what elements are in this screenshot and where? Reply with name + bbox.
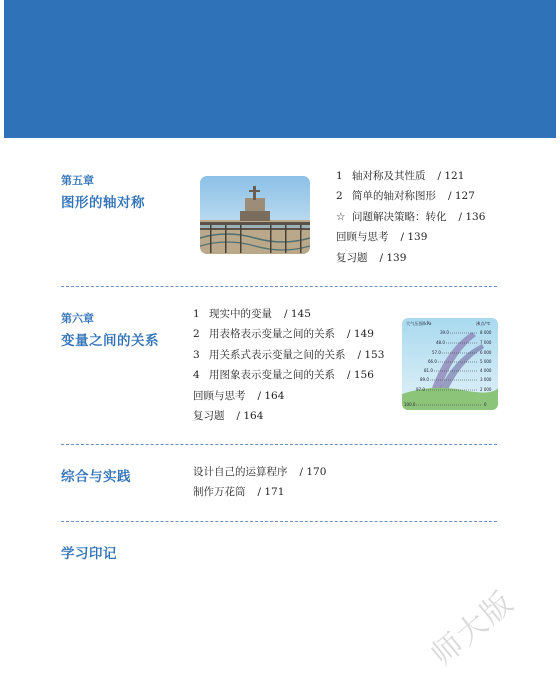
toc-item[interactable]: 1 现实中的变量 / 145 bbox=[193, 308, 311, 320]
pressure-value: 89.0 bbox=[420, 377, 429, 382]
toc-item[interactable]: 4 用图象表示变量之间的关系 / 156 bbox=[193, 369, 374, 382]
chapter5-toc bbox=[336, 166, 485, 268]
chapter6-toc bbox=[193, 304, 384, 426]
boiling-value: 8 000 bbox=[480, 330, 492, 335]
toc-item[interactable]: 复习题 / 164 bbox=[193, 409, 264, 422]
divider bbox=[61, 286, 497, 287]
watermark: 师大版 bbox=[425, 584, 522, 673]
practice-toc bbox=[193, 462, 326, 503]
toc-item[interactable]: ☆ 问题解决策略：转化 / 136 bbox=[336, 210, 486, 223]
pressure-value: 66.0 bbox=[428, 359, 437, 364]
toc-item[interactable]: 回顾与思考 / 164 bbox=[193, 389, 285, 402]
boiling-value: 5 000 bbox=[480, 359, 492, 364]
boiling-value: 4 000 bbox=[480, 368, 492, 373]
bridge-illustration bbox=[200, 176, 310, 254]
pressure-value: 81.0 bbox=[424, 368, 433, 373]
figure-header-right: 沸点/℃ bbox=[476, 321, 491, 326]
boiling-value: 3 000 bbox=[480, 377, 492, 382]
chapter5-title: 图形的轴对称 bbox=[61, 195, 145, 211]
toc-item[interactable]: 回顾与思考 / 139 bbox=[336, 231, 428, 244]
pressure-illustration bbox=[402, 318, 498, 410]
toc-item[interactable]: 3 用关系式表示变量之间的关系 / 153 bbox=[193, 348, 385, 361]
pressure-value: 100.0 bbox=[404, 402, 416, 407]
chapter6-number: 第六章 bbox=[61, 312, 94, 325]
toc-item[interactable]: 制作万花筒 / 171 bbox=[193, 486, 285, 499]
chapter6-title: 变量之间的关系 bbox=[61, 333, 159, 349]
pressure-value: 97.0 bbox=[416, 387, 425, 392]
practice-title: 综合与实践 bbox=[61, 469, 131, 485]
boiling-value: 6 000 bbox=[480, 350, 492, 355]
notes-title: 学习印记 bbox=[61, 546, 117, 562]
divider bbox=[61, 444, 497, 445]
boiling-value: 0 bbox=[484, 402, 487, 407]
figure-header-left: 大气压强/kPa bbox=[406, 321, 432, 326]
pressure-value: 48.0 bbox=[436, 340, 445, 345]
divider bbox=[61, 521, 497, 522]
chapter5-number: 第五章 bbox=[61, 174, 94, 187]
toc-item[interactable]: 复习题 / 139 bbox=[336, 251, 407, 264]
boiling-value: 2 000 bbox=[480, 387, 492, 392]
pressure-figure bbox=[402, 318, 498, 410]
bridge-photo bbox=[200, 176, 310, 254]
toc-item[interactable]: 1 轴对称及其性质 / 121 bbox=[336, 170, 465, 182]
pressure-value: 57.0 bbox=[432, 350, 441, 355]
boiling-value: 7 000 bbox=[480, 340, 492, 345]
toc-item[interactable]: 2 用表格表示变量之间的关系 / 149 bbox=[193, 328, 374, 341]
toc-item[interactable]: 设计自己的运算程序 / 170 bbox=[193, 466, 327, 478]
toc-item[interactable]: 2 简单的轴对称图形 / 127 bbox=[336, 190, 475, 203]
pressure-value: 39.0 bbox=[440, 330, 449, 335]
header-band bbox=[4, 0, 556, 138]
